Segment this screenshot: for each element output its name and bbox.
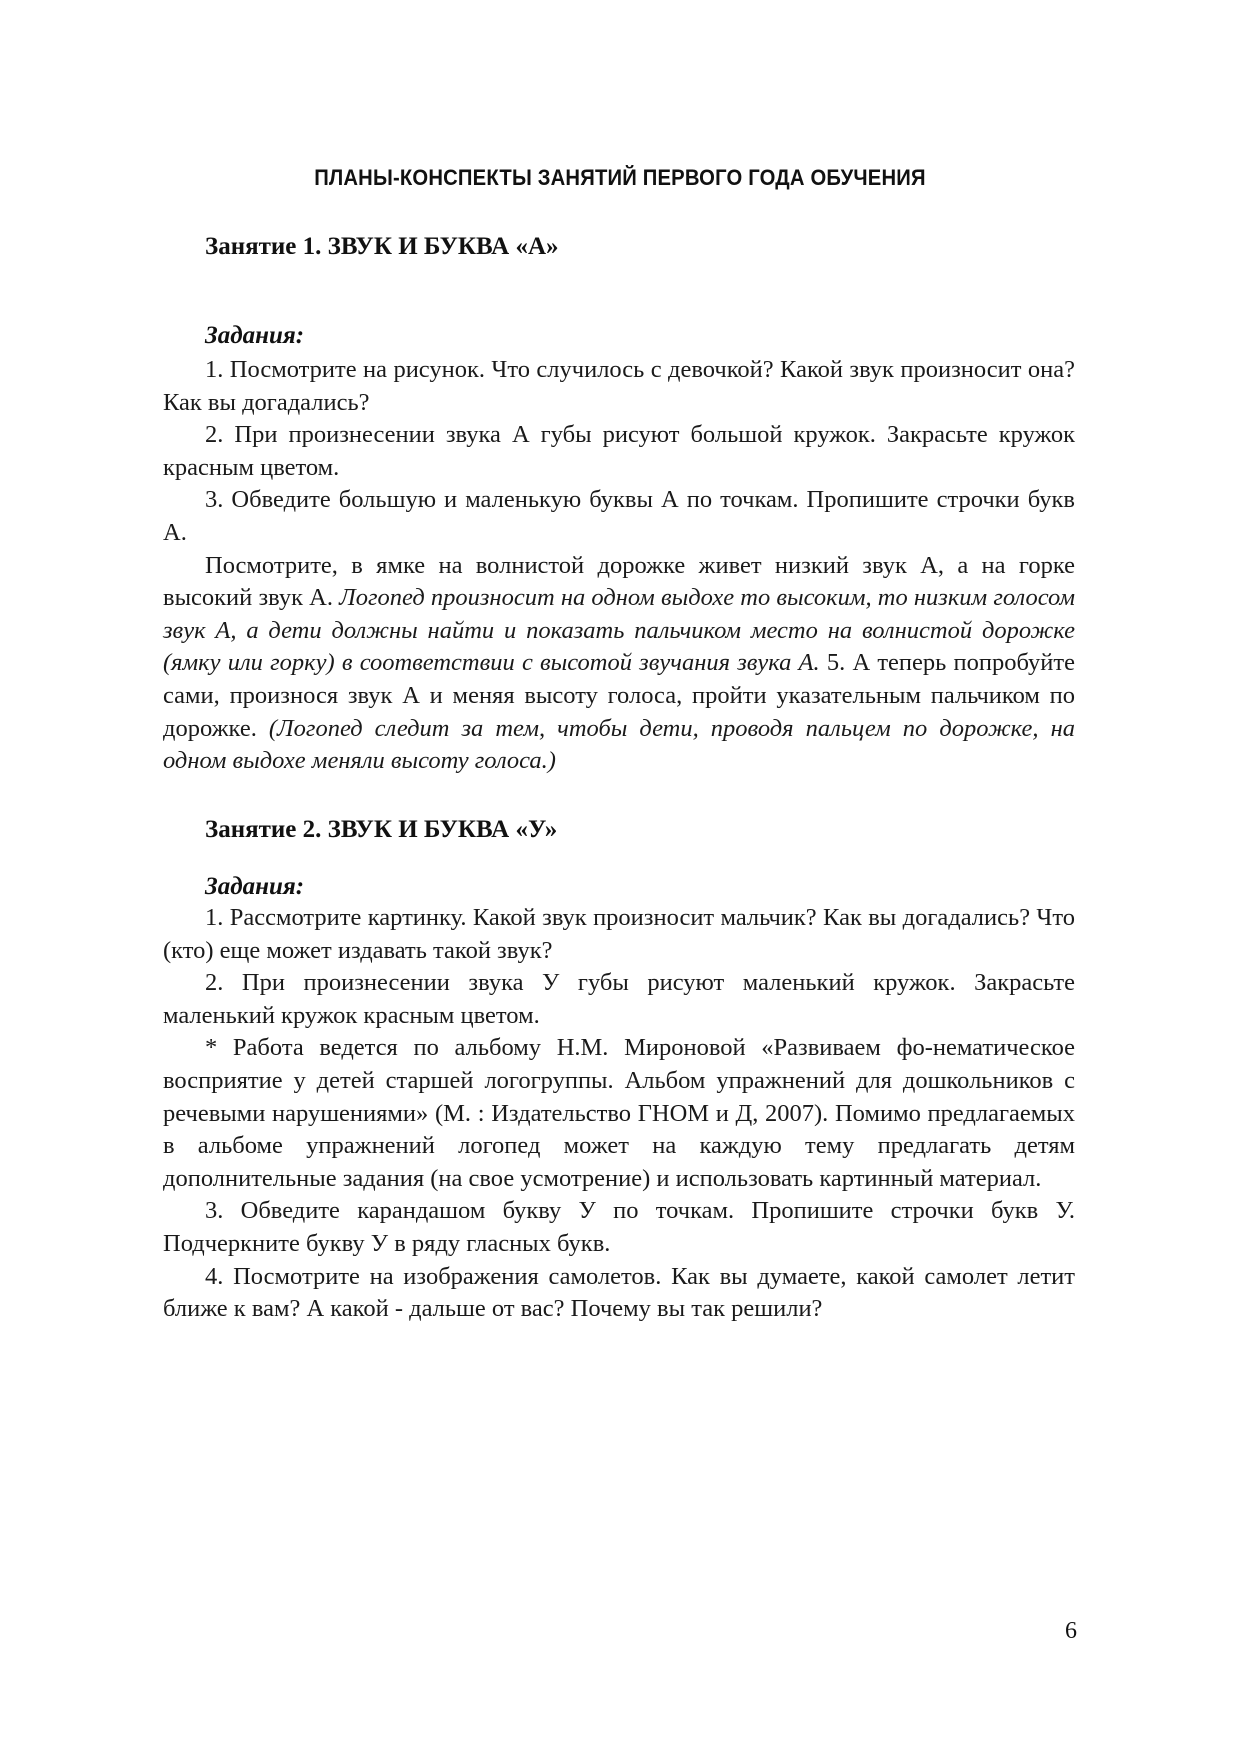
lesson-1-body — [163, 354, 1075, 778]
page-number: 6 — [1065, 1618, 1077, 1644]
lesson-1-tasks-label: Задания: — [205, 322, 305, 349]
lesson-2-task-2: 2. При произнесении звука У губы рисуют маленький кружок. Закрасьте маленький кружок красным цветом. — [163, 969, 1075, 1029]
lesson-2-tasks-label: Задания: — [205, 873, 305, 900]
speech-therapist-note: Логопед произносит на одном выдохе то высоким, то низким голосом звук А, а дети должны найти и показать пальчиком место на волнистой дорожке (ямку или горку) в соответствии с высотой звучания звука А. — [163, 584, 1075, 677]
lesson-1-task-1: 1. Посмотрите на рисунок. Что случилось с девочкой? Какой звук произносит она? Как вы догадались? — [163, 356, 1075, 416]
running-head: ПЛАНЫ-КОНСПЕКТЫ ЗАНЯТИЙ ПЕРВОГО ГОДА ОБУЧЕНИЯ — [314, 165, 926, 190]
lesson-2-footnote: * Работа ведется по альбому Н.М. Мироновой «Развиваем фо-нематическое восприятие у детей старшей логогруппы. Альбом упражнений для дошкольников с речевыми нарушениями» (М. : Издательство ГНОМ и Д, 2007). Помимо предлагаемых в альбоме упражнений логопед может на каждую тему предлагать детям дополнительные задания (на свое усмотрение) и использовать картинный материал. — [163, 1034, 1075, 1192]
lesson-2-body — [163, 902, 1075, 1326]
lesson-1-title: Занятие 1. ЗВУК И БУКВА «А» — [205, 233, 559, 260]
lesson-2-task-3: 3. Обведите карандашом букву У по точкам. Пропишите строчки букв У. Подчеркните букву У в ряду гласных букв. — [163, 1197, 1075, 1257]
lesson-2-task-4: 4. Посмотрите на изображения самолетов. Как вы думаете, какой самолет летит ближе к вам? А какой - дальше от вас? Почему вы так решили? — [163, 1262, 1075, 1323]
lesson-1-task-2: 2. При произнесении звука А губы рисуют большой кружок. Закрасьте кружок красным цветом. — [163, 421, 1075, 481]
lesson-2-title: Занятие 2. ЗВУК И БУКВА «У» — [205, 816, 558, 843]
lesson-1-task-4: Посмотрите, в ямке на волнистой дорожке живет низкий звук А, а на горке высокий звук А. Логопед произносит на одном выдохе то высоким, то низким голосом звук А, а дети должны найти и показать пальчиком место на волнистой дорожке (ямку или горку) в соответствии с высотой звучания звука А. 5. А теперь попробуйте сами, произнося звук А и меняя высоту голоса, пройти указательным пальчиком по дорожке. (Логопед следит за тем, чтобы дети, проводя пальцем по дорожке, на одном выдохе меняли высоту голоса.) — [163, 551, 1075, 775]
lesson-2-task-1: 1. Рассмотрите картинку. Какой звук произносит мальчик? Как вы догадались? Что (кто) еще может издавать такой звук? — [163, 904, 1075, 964]
speech-therapist-note: (Логопед следит за тем, чтобы дети, проводя пальцем по дорожке, на одном выдохе меняли высоту голоса.) — [163, 714, 1075, 775]
lesson-1-task-3: 3. Обведите большую и маленькую буквы А по точкам. Пропишите строчки букв А. — [163, 486, 1075, 546]
